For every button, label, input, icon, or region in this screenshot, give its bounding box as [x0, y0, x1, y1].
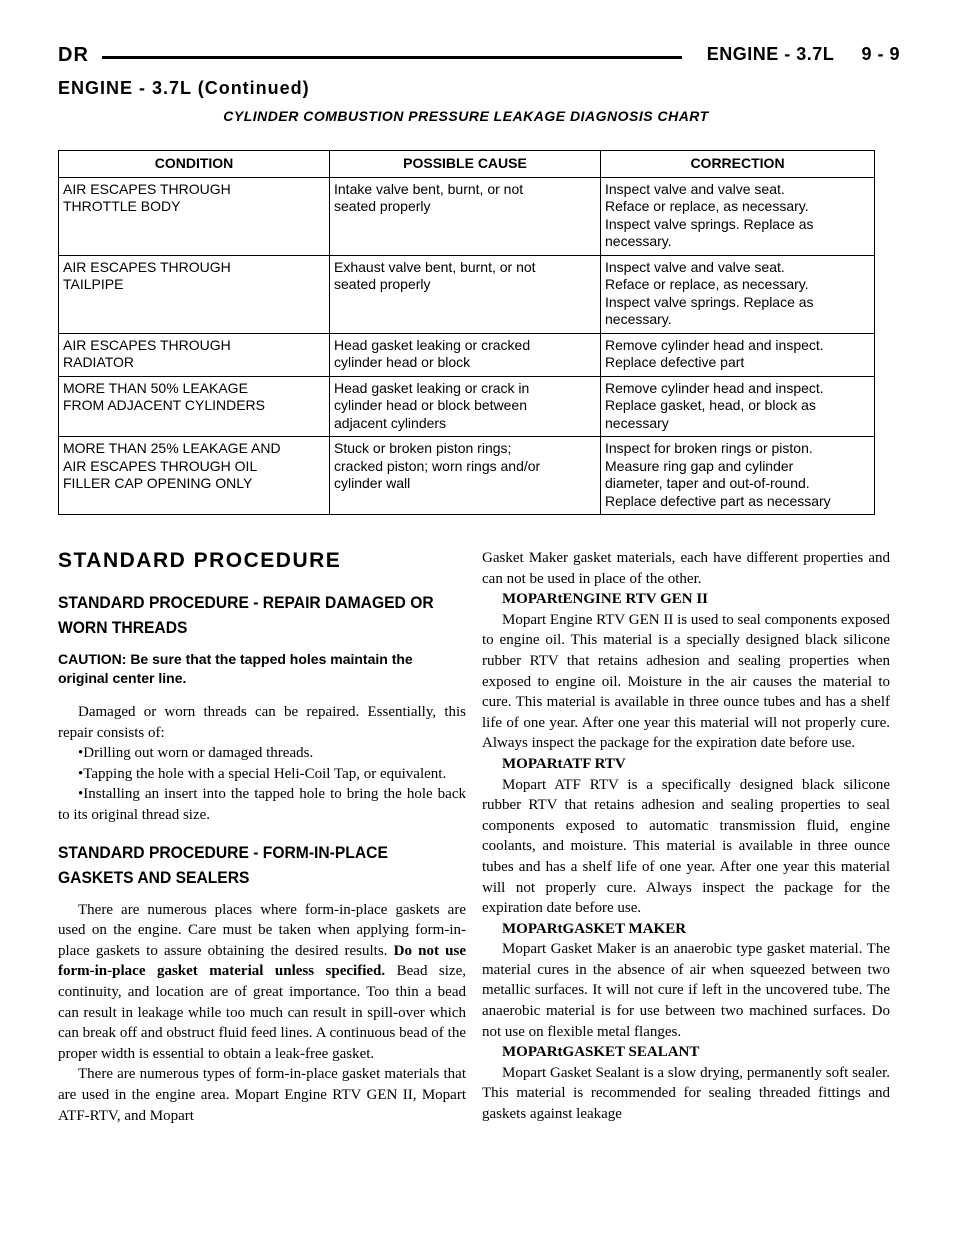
- cell-line: necessary.: [605, 233, 672, 249]
- page-header: [58, 44, 900, 68]
- cell-cause: [330, 376, 601, 437]
- cell-line: cracked piston; worn rings and/or: [334, 457, 541, 474]
- emphasis-text: Do not use form-in-place gasket material unless specified.: [58, 942, 466, 980]
- cell-line: diameter, taper and out-of-round.: [605, 475, 810, 491]
- cell-correction: [601, 255, 875, 333]
- cell-line: RADIATOR: [63, 354, 135, 370]
- table-header-row: [59, 151, 875, 178]
- cell-cause: [330, 255, 601, 333]
- paragraph: There are numerous places where form-in-place gaskets are used on the engine. Care must be taken when applying form-in-place gaskets to assure obtaining the desired results. Do not use form-in-place gasket material unless specified. Bead size, continuity, and location are of great importance. Too thin a bead can result in leakage while too much can result in spill-over which can break off and obstruct fluid feed lines. A continuous bead of the proper width is essential to obtain a leak-free gasket.: [58, 901, 466, 1062]
- cell-line: Inspect for broken rings or piston.: [605, 440, 813, 456]
- cell-line: TAILPIPE: [63, 276, 124, 292]
- cell-line: cylinder wall: [334, 475, 411, 491]
- paragraph: Mopart Gasket Maker is an anaerobic type gasket material. The material cures in the absence of air when squeezed between two metallic surfaces. It will not cure if left in the uncovered tube. The anaerobic material is for use between two machined surfaces. Do not use on flexible metal flanges.: [482, 941, 890, 1040]
- bullet-item: •Tapping the hole with a special Heli-Coil Tap, or equivalent.: [78, 765, 447, 782]
- column-header-cause: POSSIBLE CAUSE: [330, 151, 601, 178]
- cell-cause: [330, 177, 601, 255]
- cell-line: cylinder head or block between: [334, 397, 528, 413]
- caution-note: CAUTION: Be sure that the tapped holes maintain the original center line.: [58, 651, 413, 686]
- cell-line: Exhaust valve bent, burnt, or not: [334, 258, 536, 275]
- cell-line: Reface or replace, as necessary.: [605, 276, 809, 292]
- cell-line: cylinder head or block: [334, 354, 471, 370]
- right-column: [482, 548, 890, 1125]
- continued-title: ENGINE - 3.7L (Continued): [58, 78, 310, 98]
- table-body: [59, 177, 875, 515]
- product-label: MOPARtGASKET SEALANT: [502, 1044, 700, 1061]
- cell-cause: [330, 333, 601, 376]
- cell-line: Inspect valve springs. Replace as: [605, 215, 814, 232]
- header-section-code: DR: [58, 44, 89, 66]
- column-header-condition: CONDITION: [59, 151, 330, 178]
- table-row: [59, 255, 875, 333]
- cell-line: seated properly: [334, 198, 431, 214]
- cell-line: Head gasket leaking or cracked: [334, 336, 531, 353]
- cell-line: Measure ring gap and cylinder: [605, 457, 794, 474]
- cell-condition: [59, 376, 330, 437]
- subheading-form-in-place: STANDARD PROCEDURE - FORM-IN-PLACE GASKETS AND SEALERS: [58, 842, 388, 887]
- cell-line: AIR ESCAPES THROUGH OIL: [63, 457, 258, 474]
- cell-condition: [59, 437, 330, 515]
- cell-line: MORE THAN 50% LEAKAGE: [63, 379, 248, 396]
- paragraph: Mopart Engine RTV GEN II is used to seal components exposed to engine oil. This material is a specially designed black silicone rubber RTV that retains adhesion and sealing properties when exposed to engine oil. Moisture in the air causes the material to cure. This material is available in three ounce tubes and has a shelf life of one year. After one year this material will not properly cure. Always inspect the package for the expiration date before use.: [482, 611, 890, 752]
- bullet-item: •Drilling out worn or damaged threads.: [78, 745, 314, 762]
- cell-line: FROM ADJACENT CYLINDERS: [63, 397, 265, 413]
- cell-line: adjacent cylinders: [334, 414, 447, 431]
- chart-title: CYLINDER COMBUSTION PRESSURE LEAKAGE DIAGNOSIS CHART: [223, 108, 709, 124]
- left-column: [58, 548, 466, 1126]
- cell-condition: [59, 177, 330, 255]
- cell-line: necessary.: [605, 311, 672, 327]
- cell-line: Replace gasket, head, or block as: [605, 397, 816, 413]
- table-row: [59, 333, 875, 376]
- header-rule: [102, 56, 682, 59]
- cell-correction: [601, 376, 875, 437]
- paragraph: Damaged or worn threads can be repaired. Essentially, this repair consists of:: [58, 704, 466, 741]
- paragraph: There are numerous types of form-in-place gasket materials that are used in the engine area. Mopart Engine RTV GEN II, Mopart ATF-RTV, and Mopart: [58, 1066, 466, 1124]
- cell-line: AIR ESCAPES THROUGH: [63, 258, 231, 275]
- cell-line: Replace defective part as necessary: [605, 492, 831, 509]
- cell-line: Remove cylinder head and inspect.: [605, 379, 824, 396]
- table-row: [59, 177, 875, 255]
- cell-correction: [601, 437, 875, 515]
- cell-line: Reface or replace, as necessary.: [605, 198, 809, 214]
- cell-line: Stuck or broken piston rings;: [334, 440, 512, 456]
- cell-line: Inspect valve springs. Replace as: [605, 293, 814, 310]
- paragraph: Mopart ATF RTV is a specifically designed black silicone rubber RTV that retains adhesion and sealing properties to seal components exposed to automatic transmission fluid, engine coolants, and moisture. This material is available in three ounce tubes and has a shelf life of one year. After one year this material will not properly cure. Always inspect the package for the expiration date before use.: [482, 776, 890, 917]
- cell-line: AIR ESCAPES THROUGH: [63, 180, 231, 197]
- cell-line: FILLER CAP OPENING ONLY: [63, 475, 253, 491]
- column-header-correction: CORRECTION: [601, 151, 875, 178]
- bullet-item: •Installing an insert into the tapped hole to bring the hole back to its original thread size.: [58, 786, 466, 823]
- diagnosis-table: [58, 150, 875, 515]
- cell-line: seated properly: [334, 276, 431, 292]
- cell-correction: [601, 333, 875, 376]
- table-row: [59, 376, 875, 437]
- cell-line: MORE THAN 25% LEAKAGE AND: [63, 440, 281, 456]
- section-heading: STANDARD PROCEDURE: [58, 549, 342, 572]
- cell-line: AIR ESCAPES THROUGH: [63, 336, 231, 353]
- cell-correction: [601, 177, 875, 255]
- cell-condition: [59, 255, 330, 333]
- cell-line: Inspect valve and valve seat.: [605, 180, 785, 197]
- product-label: MOPARtATF RTV: [502, 755, 626, 772]
- cell-line: THROTTLE BODY: [63, 198, 181, 214]
- cell-line: Inspect valve and valve seat.: [605, 258, 785, 275]
- cell-condition: [59, 333, 330, 376]
- paragraph: Mopart Gasket Sealant is a slow drying, permanently soft sealer. This material is recommended for sealing threaded fittings and gaskets against leakage: [482, 1064, 890, 1123]
- cell-line: Remove cylinder head and inspect.: [605, 336, 824, 353]
- table-row: [59, 437, 875, 515]
- cell-line: Replace defective part: [605, 354, 745, 370]
- paragraph: Gasket Maker gasket materials, each have different properties and can not be used in place of the other.: [482, 550, 890, 587]
- cell-cause: [330, 437, 601, 515]
- product-label: MOPARtGASKET MAKER: [502, 920, 687, 937]
- subheading-repair-threads: STANDARD PROCEDURE - REPAIR DAMAGED OR WORN THREADS: [58, 593, 434, 637]
- header-page-number: ENGINE - 3.7L 9 - 9: [706, 44, 900, 64]
- cell-line: Head gasket leaking or crack in: [334, 379, 530, 396]
- cell-line: necessary: [605, 414, 669, 431]
- cell-line: Intake valve bent, burnt, or not: [334, 180, 524, 197]
- product-label: MOPARtENGINE RTV GEN II: [502, 591, 709, 608]
